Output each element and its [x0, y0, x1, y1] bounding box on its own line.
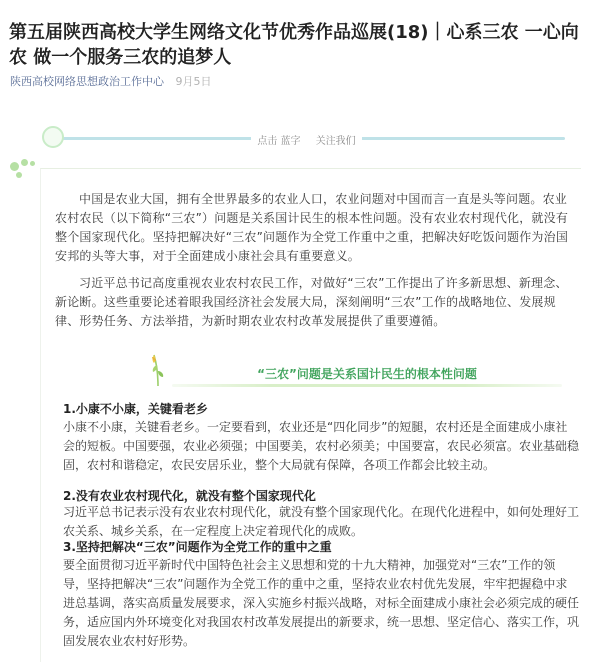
follow-us-label: 关注我们 [310, 136, 362, 147]
decorative-dots-icon [8, 158, 38, 180]
publish-date: 9月5日 [175, 75, 212, 88]
follow-banner[interactable] [48, 122, 565, 154]
intro-paragraph-2: 习近平总书记高度重视农业农村农民工作，对做好“三农”工作提出了许多新思想、新理念、新论断。这些重要论述着眼我国经济社会发展大局，深刻阐明“三农”工作的战略地位、发展规律、形势任务、方法举措，为新时期农业农村改革发展提供了重要遵循。 [55, 276, 568, 328]
section-underline [172, 384, 562, 387]
intro-paragraph-1: 中国是农业大国，拥有全世界最多的农业人口，农业问题对中国而言一直是头等问题。农业农村农民（以下简称“三农”）问题是关系国计民生的根本性问题。没有农业农村现代化，就没有整个国家现代化。坚持把解决好“三农”问题作为全党工作重中之重，把解决好吃饭问题作为治国安邦的头等大事，对于全面建成小康社会具有重要意义。 [55, 192, 569, 263]
point-1-body: 小康不小康，关键看老乡。一定要看到，农业还是“四化同步”的短腿，农村还是全面建成小康社会的短板。中国要强，农业必须强；中国要美，农村必须美；中国要富，农民必须富。农业基础稳固，农村和谐稳定，农民安居乐业，整个大局就有保障，各项工作都会比较主动。 [63, 420, 580, 472]
article-title: 第五届陕西高校大学生网络文化节优秀作品巡展(18)｜心系三农 一心向农 做一个服务三农的追梦人 [9, 22, 579, 68]
account-name-link[interactable]: 陕西高校网络思想政治工作中心 [10, 75, 164, 88]
point-2-body: 习近平总书记表示没有农业农村现代化，就没有整个国家现代化。在现代化进程中，如何处理好工农关系、城乡关系，在一定程度上决定着现代化的成败。 [63, 505, 580, 538]
follow-banner-text [48, 132, 565, 147]
point-2-heading: 2.没有农业农村现代化，就没有整个国家现代化 [63, 489, 316, 503]
article-meta [10, 75, 212, 89]
section-title: “三农”问题是关系国计民生的根本性问题 [257, 367, 477, 381]
section-banner [146, 349, 574, 387]
click-blue-text-label: 点击 蓝字 [251, 136, 306, 147]
point-3-body: 要全面贯彻习近平新时代中国特色社会主义思想和党的十九大精神，加强党对“三农”工作的领导，坚持把解决“三农”问题作为全党工作的重中之重，坚持农业农村优先发展，牢牢把握稳中求进总基调，落实高质量发展要求，深入实施乡村振兴战略，对标全面建成小康社会必须完成的硬任务，适应国内外环境变化对我国农村改革发展提出的新要求，统一思想、坚定信心、落实工作，巩固发展农业农村好形势。 [63, 558, 580, 648]
wheat-sprout-icon [146, 349, 170, 387]
point-1-heading: 1.小康不小康，关键看老乡 [63, 402, 208, 416]
point-3-heading: 3.坚持把解决“三农”问题作为全党工作的重中之重 [63, 540, 332, 554]
